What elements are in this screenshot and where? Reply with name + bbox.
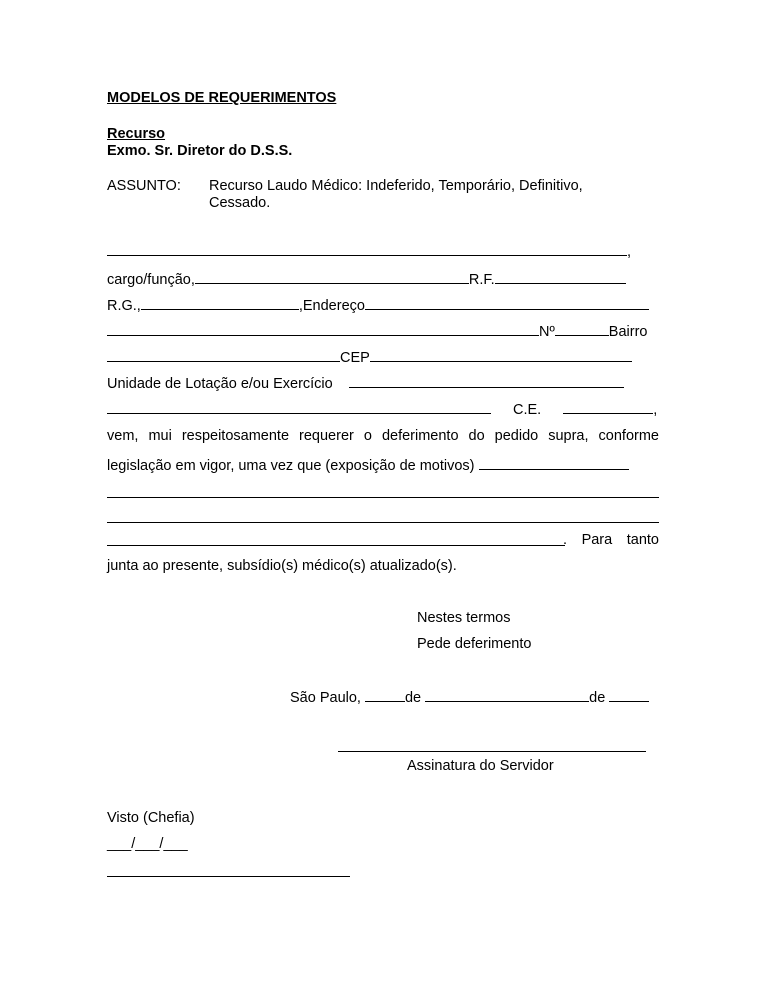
- cep-label: CEP: [340, 350, 370, 366]
- endereco-cont-blank[interactable]: [107, 322, 539, 336]
- numero-label: Nº: [539, 324, 555, 340]
- unidade-line: [107, 374, 624, 393]
- month-blank[interactable]: [425, 688, 589, 702]
- endereco-label: ,Endereço: [298, 298, 365, 314]
- name-blank[interactable]: [107, 242, 627, 256]
- visto-label: Visto (Chefia): [107, 810, 195, 826]
- signature-line[interactable]: [338, 751, 646, 752]
- motivos-blank[interactable]: [479, 456, 629, 470]
- motivos-blank-3[interactable]: [107, 532, 565, 546]
- document-title: MODELOS DE REQUERIMENTOS: [107, 90, 337, 106]
- closing-line2: Pede deferimento: [417, 636, 532, 652]
- cargo-label: cargo/função,: [107, 272, 195, 288]
- rf-label: R.F.: [468, 272, 495, 288]
- rf-blank[interactable]: [495, 270, 626, 284]
- para-tanto: . Para tanto: [563, 532, 659, 548]
- bairro-blank[interactable]: [107, 348, 340, 362]
- visto-date[interactable]: ___/___/___: [107, 836, 188, 852]
- city-label: São Paulo,: [290, 690, 361, 706]
- cep-blank[interactable]: [370, 348, 632, 362]
- closing-line1: Nestes termos: [417, 610, 511, 626]
- rg-label: R.G.,: [107, 298, 141, 314]
- request-line1: vem, mui respeitosamente requerer o deferimento do pedido supra, conforme: [107, 428, 659, 444]
- motivos-line-3: [107, 532, 565, 551]
- subject-text-line1: Recurso Laudo Médico: Indeferido, Temporário, Definitivo,: [209, 178, 583, 194]
- day-blank[interactable]: [365, 688, 405, 702]
- endereco-blank[interactable]: [365, 296, 649, 310]
- motivos-line-1[interactable]: [107, 497, 659, 498]
- ce-line: C.E. ,: [107, 400, 657, 419]
- visto-signature-line[interactable]: [107, 876, 350, 877]
- request-line2: legislação em vigor, uma vez que (exposição de motivos): [107, 456, 629, 475]
- cargo-blank[interactable]: [195, 270, 469, 284]
- document-subtitle: Recurso: [107, 126, 166, 142]
- numero-blank[interactable]: [555, 322, 609, 336]
- bairro-label: Bairro: [608, 324, 648, 340]
- date-line: São Paulo, de de: [290, 688, 649, 707]
- ce-blank[interactable]: [563, 400, 653, 414]
- addressee: Exmo. Sr. Diretor do D.S.S.: [107, 143, 293, 159]
- name-line: ,: [107, 242, 631, 261]
- subject-text-line2: Cessado.: [209, 195, 271, 211]
- motivos-line-2[interactable]: [107, 522, 659, 523]
- year-blank[interactable]: [609, 688, 649, 702]
- unidade-label: Unidade de Lotação e/ou Exercício: [107, 376, 333, 392]
- cargo-line: [107, 270, 626, 289]
- rg-line: [107, 296, 649, 315]
- subject-label: ASSUNTO:: [107, 178, 181, 194]
- junta-text: junta ao presente, subsídio(s) médico(s) atualizado(s).: [107, 558, 457, 574]
- unidade-cont-blank[interactable]: [107, 400, 491, 414]
- ce-label: C.E.: [513, 402, 542, 418]
- rg-blank[interactable]: [141, 296, 299, 310]
- unidade-blank[interactable]: [349, 374, 624, 388]
- cep-line: [107, 348, 632, 367]
- numero-line: [107, 322, 647, 341]
- signature-label: Assinatura do Servidor: [407, 758, 554, 774]
